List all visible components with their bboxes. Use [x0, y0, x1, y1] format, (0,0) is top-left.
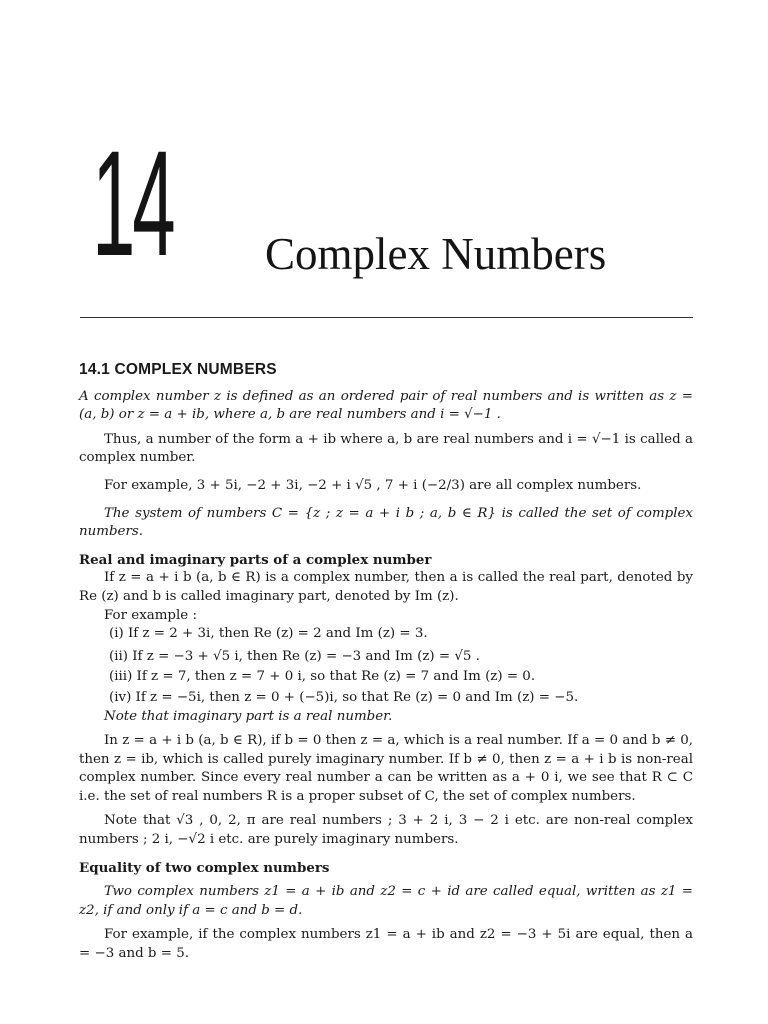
- chapter-divider: [80, 317, 693, 318]
- note-2-paragraph: Note that √3 , 0, 2, π are real numbers ; 3 + 2 i, 3 − 2 i etc. are non-real complex numbers ; 2 i, −√2 i etc. are purely imaginary numbers.: [79, 813, 693, 848]
- real-number-paragraph: In z = a + i b (a, b ∈ R), if b = 0 then z = a, which is a real number. If a = 0 and b ≠ 0, then z = ib, which is called purely imaginary number. If b ≠ 0, then z = a + i b is non-real complex number. Since every real number a can be written as a + 0 i, we see that R ⊂ C i.e. the set of real numbers R is a proper subset of C, the set of complex numbers.: [79, 733, 693, 804]
- page-content: [79, 361, 693, 964]
- for-example-label: For example :: [104, 607, 197, 623]
- list-item: (i) If z = 2 + 3i, then Re (z) = 2 and Im (z) = 3.: [109, 626, 428, 642]
- list-item: (ii) If z = −3 + √5 i, then Re (z) = −3 and Im (z) = √5 .: [109, 648, 480, 664]
- list-item: (iii) If z = 7, then z = 7 + 0 i, so that Re (z) = 7 and Im (z) = 0.: [109, 669, 536, 685]
- equality-example: For example, if the complex numbers z1 = a + ib and z2 = −3 + 5i are equal, then a = −3 and b = 5.: [79, 927, 693, 962]
- subheading-equality: Equality of two complex numbers: [79, 859, 330, 876]
- section-heading: 14.1 COMPLEX NUMBERS: [79, 361, 277, 378]
- chapter-number: 14: [92, 119, 173, 287]
- parts-paragraph: If z = a + i b (a, b ∈ R) is a complex number, then a is called the real part, denoted by Re (z) and b is called imaginary part, denoted by Im (z).: [79, 570, 693, 604]
- note-paragraph: Note that imaginary part is a real number.: [104, 708, 393, 724]
- equality-definition: Two complex numbers z1 = a + ib and z2 = c + id are called equal, written as z1 = z2, if and only if a = c and b = d.: [79, 884, 693, 918]
- subheading-real-imaginary: Real and imaginary parts of a complex number: [79, 551, 432, 568]
- example-paragraph: For example, 3 + 5i, −2 + 3i, −2 + i √5 , 7 + i (−2/3) are all complex numbers.: [104, 477, 642, 493]
- definition-paragraph: A complex number z is defined as an ordered pair of real numbers and is written as z = (a, b) or z = a + ib, where a, b are real numbers and i = √−1 .: [79, 388, 693, 423]
- system-paragraph: The system of numbers C = {z ; z = a + i b ; a, b ∈ R} is called the set of complex numbers.: [79, 505, 693, 540]
- list-item: (iv) If z = −5i, then z = 0 + (−5)i, so that Re (z) = 0 and Im (z) = −5.: [109, 689, 579, 705]
- thus-paragraph: Thus, a number of the form a + ib where a, b are real numbers and i = √−1 is called a complex number.: [79, 431, 693, 466]
- chapter-title: Complex Numbers: [265, 229, 607, 279]
- example-list: [79, 625, 693, 707]
